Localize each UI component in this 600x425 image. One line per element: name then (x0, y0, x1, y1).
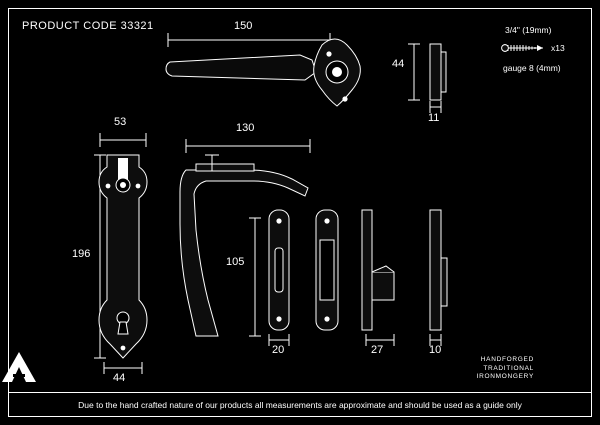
screw-spec-quantity: x13 (551, 43, 565, 53)
brand-line-2: TRADITIONAL (483, 364, 534, 372)
dimension-105: 105 (226, 256, 245, 268)
brand-text (477, 356, 534, 382)
dimension-196: 196 (72, 248, 91, 260)
dimension-150: 150 (234, 20, 253, 32)
dimension-11: 11 (428, 112, 440, 124)
brand-line-3: IRONMONGERY (476, 373, 534, 380)
dimension-130: 130 (236, 122, 255, 134)
brand-line-1: HANDFORGED (480, 356, 534, 363)
footer-disclaimer: Due to the hand crafted nature of our products all measurements are approximate and should be used as a guide only (78, 400, 522, 410)
dimension-20: 20 (272, 344, 285, 356)
screw-spec-gauge: gauge 8 (4mm) (503, 63, 561, 73)
dimension-44-plate: 44 (113, 372, 126, 384)
dimension-10: 10 (429, 344, 442, 356)
anvil-a-logo-icon (0, 350, 38, 384)
screw-spec-size: 3/4" (19mm) (505, 25, 552, 35)
dimension-53: 53 (114, 116, 127, 128)
footer-divider (9, 392, 591, 393)
dimension-44-rose: 44 (392, 58, 405, 70)
page-title: PRODUCT CODE 33321 (22, 20, 154, 32)
dimension-27: 27 (371, 344, 384, 356)
